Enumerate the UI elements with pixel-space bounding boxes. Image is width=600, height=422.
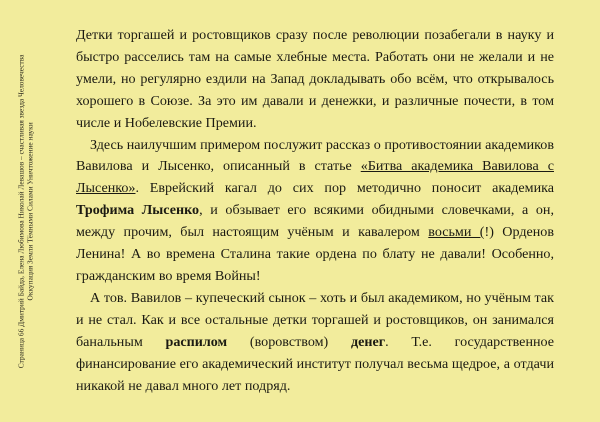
money-word: денег	[350, 333, 386, 350]
paragraph-2-text-3: , и обзывает его всякими обидными словечками, а он, между прочим, был настоящим учёным и кавалером	[76, 202, 554, 241]
paragraph-1: Детки торгашей и ростовщиков сразу после революции позабегали в науку и быстро расселись там на самые хлебные места. Работать они не желали и не умели, но регулярно ездили на Запад докладывать обо всём, что открывалось хорошего в Союзе. За это им давали и денежки, и различные почести, в том числе и Нобелевские Премии.	[76, 27, 554, 131]
paragraph-3	[76, 288, 554, 398]
raspil-word: распилом	[165, 333, 228, 350]
paragraph-3-text-3: . Т.е. государственное финансирование его академический институт получал весьма щедрое, а отдачи никакой не давал много лет подряд.	[76, 333, 555, 394]
paragraph-3-text-2: (воровством)	[227, 333, 351, 350]
paragraph-2-text-1: Здесь наилучшим примером послужит рассказ о противостоянии академиков Вавилова и Лысенко, описанный в статье	[76, 136, 554, 175]
paragraph-2-text-2: . Еврейский кагал до сих пор методично поносит академика	[135, 180, 554, 197]
paragraph-2-text-4: !) Орденов Ленина! А во времена Сталина такие ордена по блату не давали! Особенно, гражданским во время Войны!	[76, 224, 555, 284]
sidebar-line-2: Оккупация Земли Тёмными Силами Уничтожение науки	[26, 121, 35, 301]
sidebar-caption	[17, 54, 36, 368]
paragraph-2	[76, 135, 554, 288]
sidebar	[4, 2, 48, 420]
sidebar-line-1: Страница 66 Дмитрий Байда, Елена Любимова Николай Левашов – счастливая звезда Человечества	[16, 54, 26, 368]
eight-orders-link[interactable]: восьми (	[428, 224, 485, 241]
paragraph-3-text-1: А тов. Вавилов – купеческий сынок – хоть и был академиком, но учёным так и не стал. Как и все остальные детки торгашей и ростовщиков, он занимался банальным	[76, 289, 554, 350]
lysenko-name: Трофима Лысенко	[76, 202, 200, 219]
main-text	[76, 25, 554, 397]
article-link[interactable]: «Битва академика Вавилова с Лысенко»	[76, 158, 554, 197]
